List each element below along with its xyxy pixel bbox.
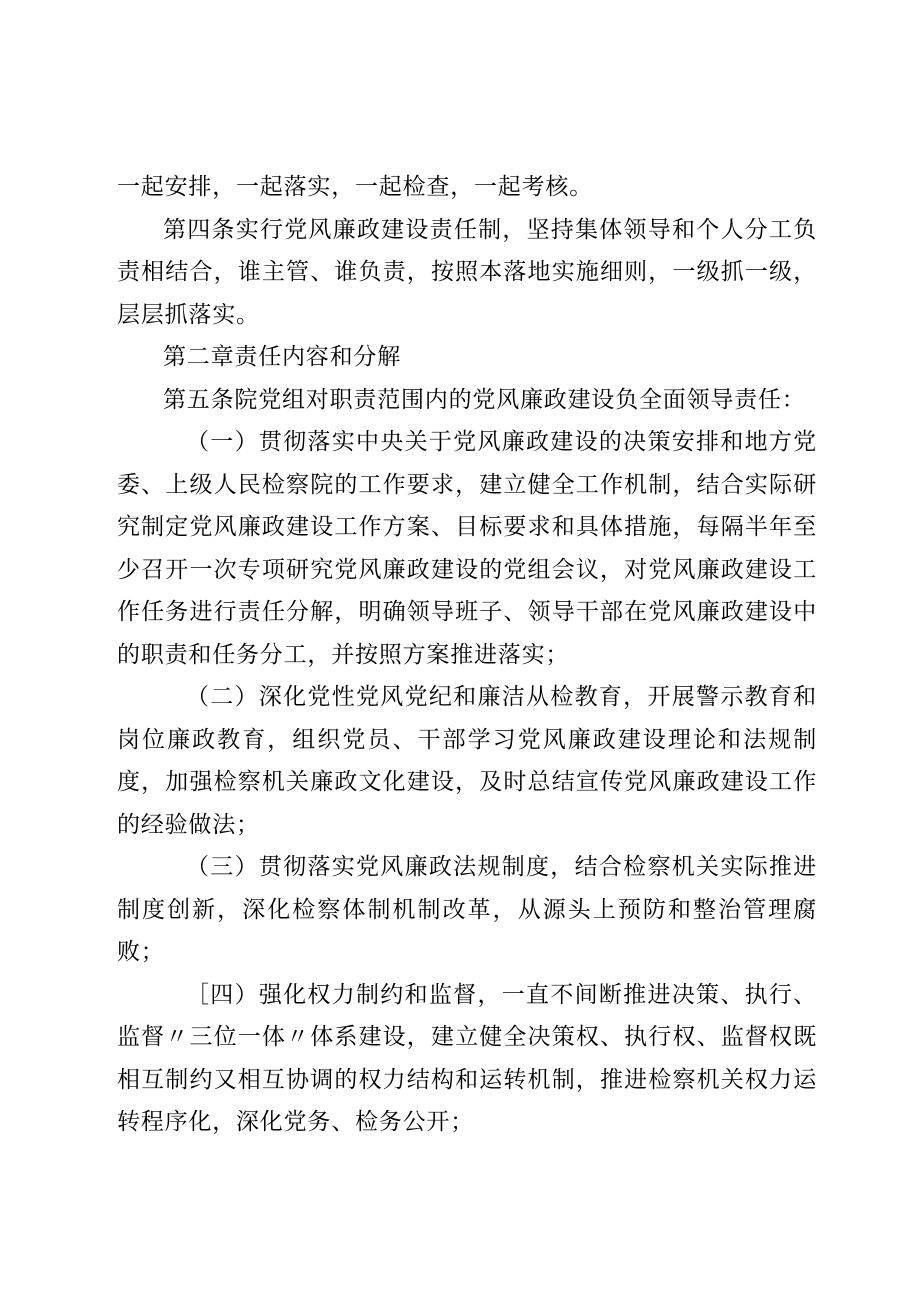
paragraph-item-1: （一）贯彻落实中央关于党风廉政建设的决策安排和地方党委、上级人民检察院的工作要求，建立健全工作机制，结合实际研究制定党风廉政建设工作方案、目标要求和具体措施，每隔半年至少召开一次专项研究党风廉政建设的党组会议，对党风廉政建设工作任务进行责任分解，明确领导班子、领导干部在党风廉政建设中的职责和任务分工，并按照方案推进落实；: [117, 429, 817, 668]
paragraph-article-4: 第四条实行党风廉政建设责任制，坚持集体领导和个人分工负责相结合，谁主管、谁负责，按照本落地实施细则，一级抓一级，层层抓落实。: [117, 216, 817, 328]
document-body: [117, 166, 817, 1144]
paragraph-item-2: （二）深化党性党风党纪和廉洁从检教育，开展警示教育和岗位廉政教育，组织党员、干部学习党风廉政建设理论和法规制度，加强检察机关廉政文化建设，及时总结宣传党风廉政建设工作的经验做法；: [117, 684, 817, 838]
paragraph-item-4: ［四）强化权力制约和监督，一直不间断推进决策、执行、监督〃三位一体〃体系建设，建立健全决策权、执行权、监督权既相互制约又相互协调的权力结构和运转机制，推进检察机关权力运转程序化，深化党务、检务公开；: [117, 981, 817, 1135]
chapter-heading: 第二章责任内容和分解: [163, 344, 401, 370]
paragraph-item-3: （三）贯彻落实党风廉政法规制度，结合检察机关实际推进制度创新，深化检察体制机制改革，从源头上预防和整治管理腐败；: [117, 854, 817, 965]
paragraph-article-5: 第五条院党组对职责范围内的党风廉政建设负全面领导责任：: [163, 386, 806, 413]
paragraph-continuation: 一起安排，一起落实，一起检查，一起考核。: [117, 174, 593, 200]
